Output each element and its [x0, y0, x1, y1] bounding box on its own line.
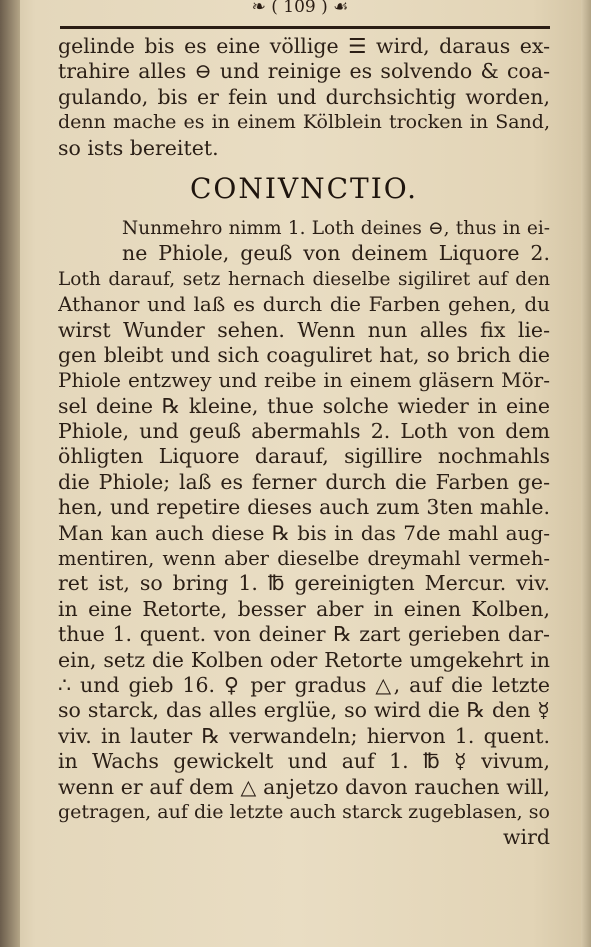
text-line: wenn er auf dem △ anjetzo davon rauchen will,	[58, 774, 550, 799]
page-number-header: ❧ ( 109 ) ☙	[251, 0, 349, 17]
section-heading: CONIVNCTIO.	[189, 171, 419, 205]
text-line: gulando, bis er fein und durchsichtig worden,	[58, 84, 550, 109]
text-line: sel deine ℞ kleine, thue solche wieder in eine	[58, 393, 550, 418]
text-line: Loth darauf, setz hernach dieselbe sigiliret auf den	[58, 268, 550, 290]
text-line: ne Phiole, geuß von deinem Liquore 2.	[122, 241, 550, 266]
text-line: ein, setz die Kolben oder Retorte umgekehrt in	[58, 647, 550, 672]
text-line: Athanor und laß es durch die Farben gehen, du	[58, 292, 550, 317]
text-line: Man kan auch diese ℞ bis in das 7de mahl aug-	[58, 520, 550, 545]
text-line: wirst Wunder sehen. Wenn nun alles fix lie-	[58, 317, 550, 342]
text-line: ret ist, so bring 1. ℔ gereinigten Mercur. viv.	[58, 571, 550, 596]
text-line: Nunmehro nimm 1. Loth deines ⊖, thus in ei-	[122, 217, 550, 239]
book-gutter	[0, 0, 20, 947]
text-line: hen, und repetire dieses auch zum 3ten mahle.	[58, 495, 550, 520]
text-line: gen bleibt und sich coaguliret hat, so brich die	[58, 342, 550, 367]
text-line: Phiole, und geuß abermahls 2. Loth von dem	[58, 419, 550, 444]
text-line: so ists bereitet.	[58, 135, 219, 160]
text-line: mentiren, wenn aber dieselbe dreymahl vermeh-	[58, 547, 550, 571]
text-line: getragen, auf die letzte auch starck zugeblasen, so	[58, 800, 550, 823]
text-line: öhligten Liquore darauf, sigillire nochmahls	[58, 444, 550, 469]
text-line: die Phiole; laß es ferner durch die Farben ge-	[58, 469, 550, 494]
page-edge	[581, 0, 591, 947]
text-line: thue 1. quent. von deiner ℞ zart gerieben dar-	[58, 622, 550, 647]
text-line: in Wachs gewickelt und auf 1. ℔ ☿ vivum,	[58, 749, 550, 774]
text-line: viv. in lauter ℞ verwandeln; hiervon 1. quent.	[58, 723, 550, 748]
header-rule	[60, 26, 550, 29]
text-line: ∴ und gieb 16. ♀ per gradus △, auf die letzte	[58, 672, 550, 697]
text-line: in eine Retorte, besser aber in einen Kolben,	[58, 596, 550, 621]
text-line: Phiole entzwey und reibe in einem gläsern Mör-	[58, 368, 550, 393]
text-line: trahire alles ⊖ und reinige es solvendo & coa-	[58, 59, 550, 84]
text-line: denn mache es in einem Kölblein trocken in Sand,	[58, 111, 550, 134]
text-line: gelinde bis es eine völlige ☰ wird, daraus ex-	[58, 34, 550, 58]
text-line: so starck, das alles erglüe, so wird die ℞ den ☿	[58, 698, 550, 723]
catchword: wird	[502, 825, 550, 850]
page-text	[58, 34, 550, 851]
